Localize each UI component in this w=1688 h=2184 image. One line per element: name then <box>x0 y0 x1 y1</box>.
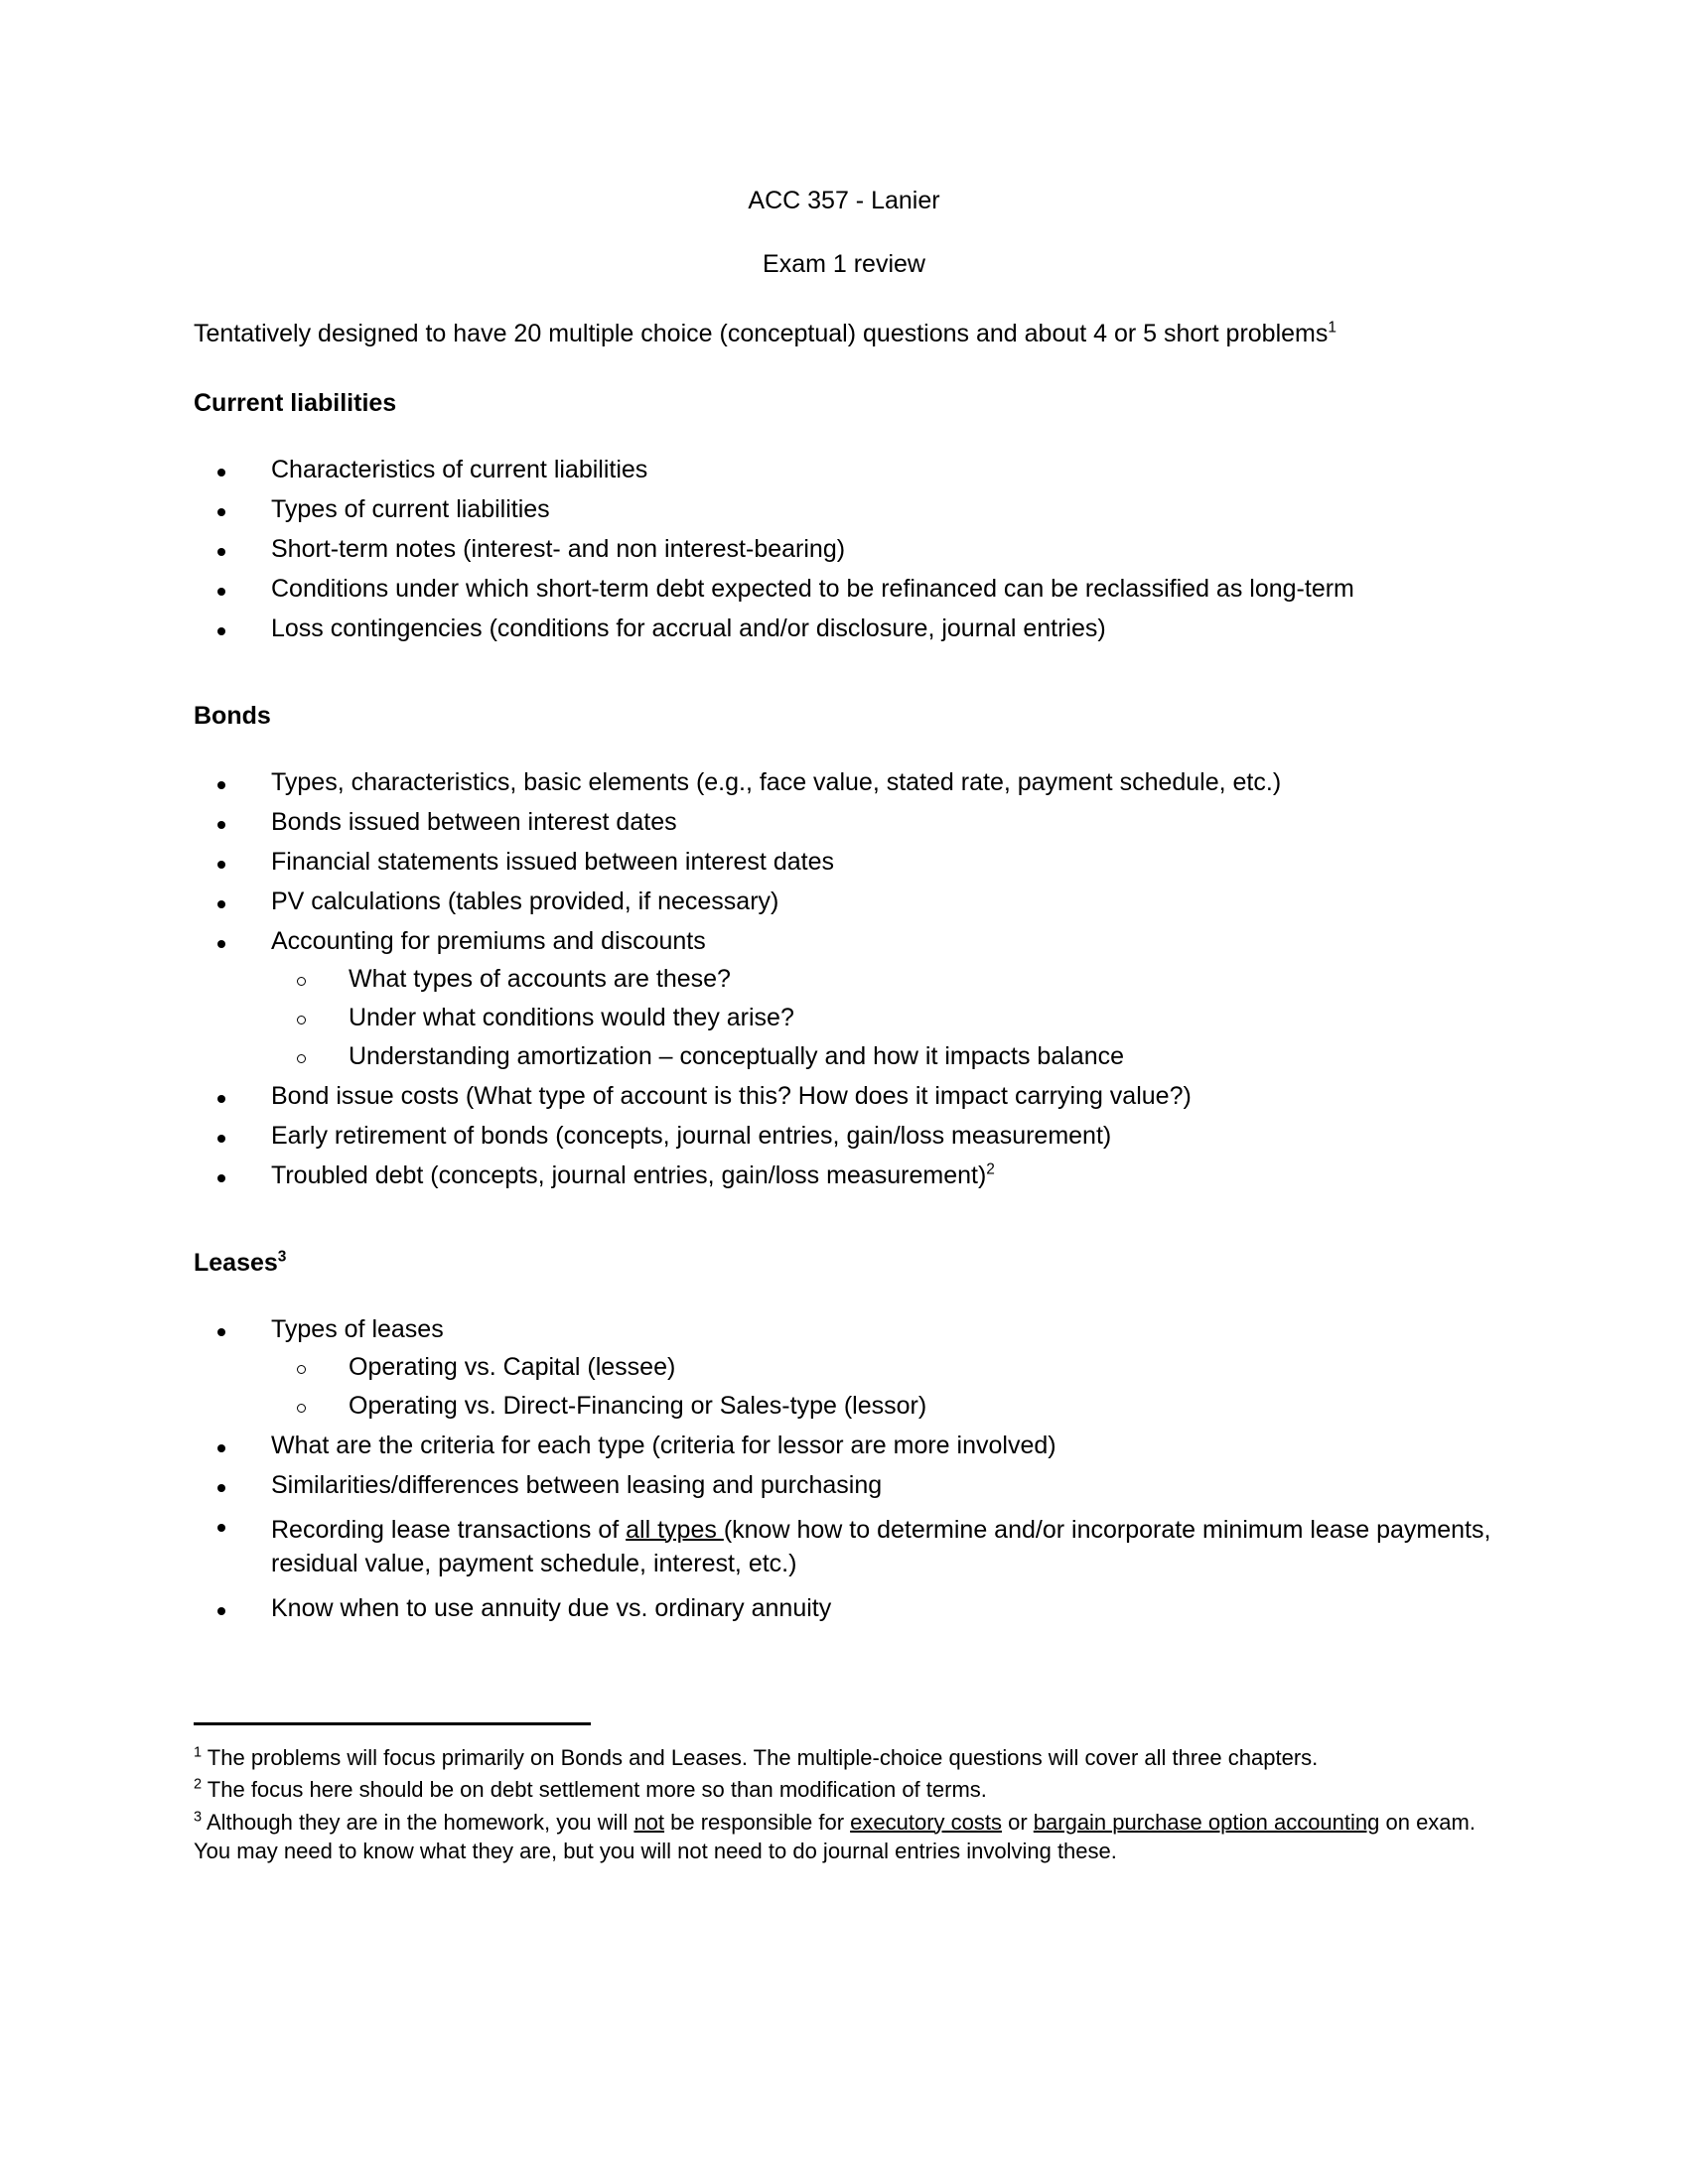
footnote-ref-2: 2 <box>986 1160 995 1178</box>
sub-list-item <box>271 1394 1494 1419</box>
footnote-3-part2: be responsible for <box>664 1809 851 1835</box>
section-heading-label: Leases <box>194 1249 278 1277</box>
list-item <box>194 1593 1494 1622</box>
list-item <box>194 616 1494 641</box>
footnote-3-part3: or <box>1001 1809 1034 1835</box>
footnote-3 <box>194 1808 1494 1866</box>
list-item-text: Bond issue costs (What type of account is this? How does it impact carrying value?) <box>271 1082 1192 1110</box>
list-item-text: Characteristics of current liabilities <box>271 456 648 483</box>
sub-list-item-text: Understanding amortization – conceptually and how it impacts balance <box>349 1042 1125 1070</box>
list-item <box>194 1513 1494 1581</box>
page-title: ACC 357 - Lanier <box>748 187 940 214</box>
document-body <box>194 189 1494 1636</box>
sub-list-item <box>271 1006 1494 1030</box>
footnote-3-underline-executory-costs: executory costs <box>850 1809 1002 1835</box>
footnote-3-part1: Although they are in the homework, you will <box>206 1809 634 1835</box>
list-item <box>194 1124 1494 1149</box>
list-item <box>194 497 1494 522</box>
page-subtitle: Exam 1 review <box>763 250 925 278</box>
list-item-label: Troubled debt (concepts, journal entries, gain/loss measurement) <box>271 1161 987 1189</box>
section-spacer <box>194 1203 1494 1251</box>
list-item-text: Similarities/differences between leasing and purchasing <box>271 1471 883 1499</box>
bullet-list-bonds <box>194 770 1494 1188</box>
footnotes-area <box>194 1722 1494 1868</box>
footnote-ref-1: 1 <box>1328 319 1336 337</box>
list-item <box>194 889 1494 914</box>
sub-list-item <box>271 1355 1494 1380</box>
list-item <box>194 1084 1494 1109</box>
list-item-text: PV calculations (tables provided, if necessary) <box>271 887 779 915</box>
list-item <box>194 1473 1494 1498</box>
list-item <box>194 1317 1494 1419</box>
list-item <box>194 850 1494 875</box>
bullet-list-leases <box>194 1317 1494 1621</box>
list-item <box>194 458 1494 482</box>
list-item-text: Types, characteristics, basic elements (e.g., face value, stated rate, payment schedule, etc.) <box>271 768 1282 796</box>
sub-list-item-text: Operating vs. Capital (lessee) <box>349 1353 676 1381</box>
footnote-1-text: The problems will focus primarily on Bonds and Leases. The multiple-choice questions will cover all three chapters. <box>207 1745 1319 1770</box>
list-item-text <box>271 1513 1494 1581</box>
list-item <box>194 1433 1494 1458</box>
sub-bullet-list-lease-types <box>271 1355 1494 1419</box>
list-item-text: Types of current liabilities <box>271 495 550 523</box>
list-item-text-before: Recording lease transactions of <box>271 1516 627 1544</box>
sub-bullet-list-premiums-discounts <box>271 967 1494 1069</box>
section-spacer <box>194 656 1494 704</box>
intro-paragraph <box>194 319 1494 347</box>
list-item <box>194 1160 1494 1189</box>
list-item-underlined-text: all types <box>626 1516 724 1544</box>
section-heading-current-liabilities: Current liabilities <box>194 389 397 417</box>
list-item-text: Short-term notes (interest- and non interest-bearing) <box>271 535 846 563</box>
list-item-text: Types of leases <box>271 1315 444 1343</box>
list-item <box>194 770 1494 795</box>
section-heading-bonds: Bonds <box>194 702 271 730</box>
list-item <box>194 810 1494 835</box>
sub-list-item-text: Operating vs. Direct-Financing or Sales-type (lessor) <box>349 1392 927 1420</box>
sub-list-item <box>271 1044 1494 1069</box>
footnote-separator-rule <box>194 1722 591 1725</box>
sub-list-item-text: What types of accounts are these? <box>349 965 731 993</box>
list-item-text: Bonds issued between interest dates <box>271 808 677 836</box>
bullet-list-current-liabilities <box>194 458 1494 641</box>
list-item <box>194 577 1494 602</box>
list-item-text: Financial statements issued between interest dates <box>271 848 834 876</box>
list-item-text: What are the criteria for each type (criteria for lessor are more involved) <box>271 1432 1056 1459</box>
section-heading-leases <box>194 1248 1494 1277</box>
list-item-text: Conditions under which short-term debt expected to be refinanced can be reclassified as long-term <box>271 575 1354 603</box>
footnote-marker-3: 3 <box>194 1809 203 1826</box>
footnote-3-underline-not: not <box>633 1809 665 1835</box>
footnote-2 <box>194 1775 1494 1804</box>
list-item-text: Early retirement of bonds (concepts, journal entries, gain/loss measurement) <box>271 1122 1112 1150</box>
footnote-1 <box>194 1743 1494 1772</box>
sub-list-item-text: Under what conditions would they arise? <box>349 1004 794 1031</box>
list-item <box>194 537 1494 562</box>
list-item-text: Accounting for premiums and discounts <box>271 927 706 955</box>
footnote-ref-3: 3 <box>277 1248 287 1266</box>
list-item-text <box>271 1160 1494 1189</box>
list-item <box>194 929 1494 1069</box>
footnote-3-underline-bargain-purchase-option: bargain purchase option accounting <box>1033 1809 1380 1835</box>
footnote-2-text: The focus here should be on debt settlement more so than modification of terms. <box>207 1777 987 1803</box>
list-item-text: Loss contingencies (conditions for accrual and/or disclosure, journal entries) <box>271 614 1106 642</box>
list-item-text: Know when to use annuity due vs. ordinary annuity <box>271 1593 832 1622</box>
sub-list-item <box>271 967 1494 992</box>
footnote-3-part4: on exam. You may need to know what they are, but you will not need to do journal entries involving these. <box>194 1809 1476 1863</box>
footnote-marker-2: 2 <box>194 1776 203 1793</box>
list-item-text-after: (know how to determine and/or incorporate minimum lease payments, residual value, payment schedule, interest, etc.) <box>271 1516 1491 1578</box>
intro-text: Tentatively designed to have 20 multiple choice (conceptual) questions and about 4 or 5 short problems <box>194 320 1329 347</box>
footnote-marker-1: 1 <box>194 1744 203 1761</box>
